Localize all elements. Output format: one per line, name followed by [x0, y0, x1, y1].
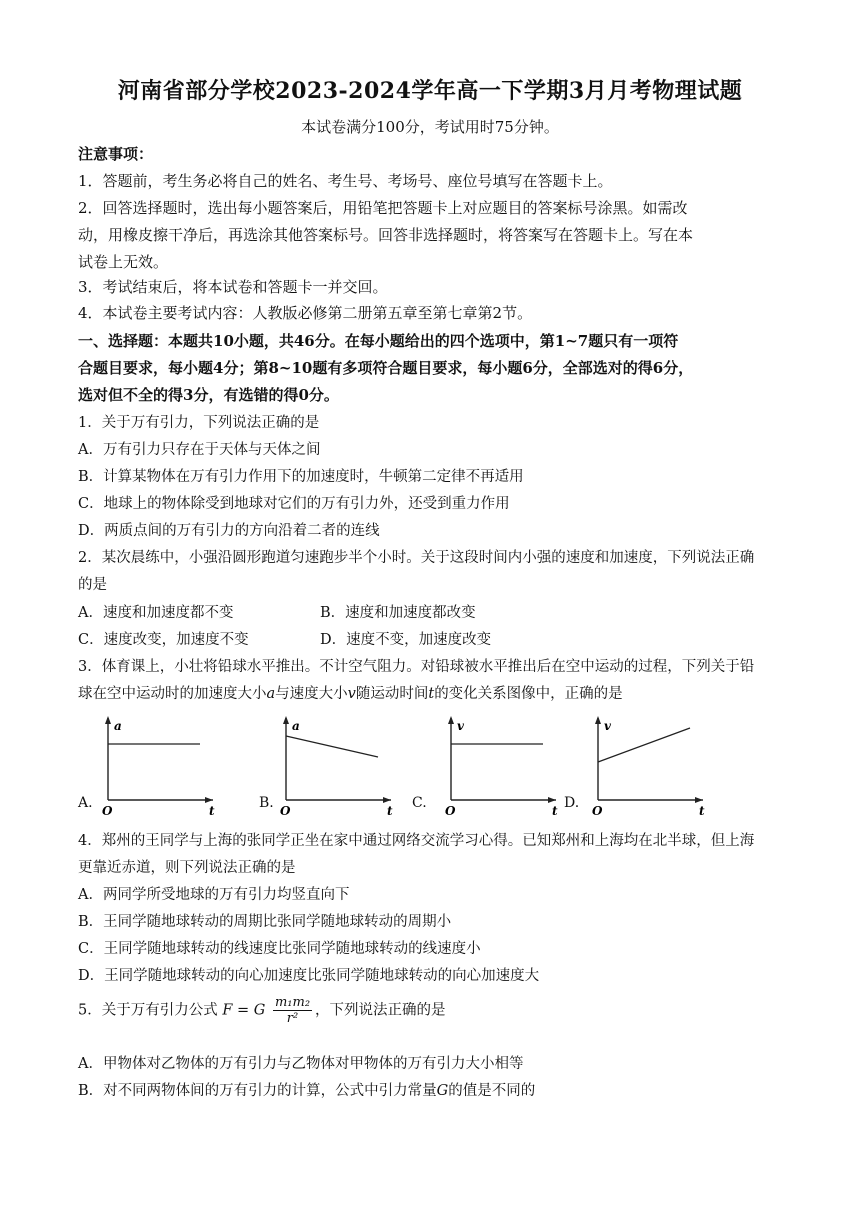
notice-item-2: 2．回答选择题时，选出每小题答案后，用铅笔把答题卡上对应题目的答案标号涂黑。如需改	[78, 199, 688, 217]
gravitation-formula-lhs: F = G	[222, 1002, 266, 1019]
q2-stem-cont: 的是	[78, 577, 107, 593]
q1-option-b: B．计算某物体在万有引力作用下的加速度时，牛顿第二定律不再适用	[78, 469, 524, 485]
page-title: 河南省部分学校2023-2024学年高一下学期3月月考物理试题	[117, 78, 743, 104]
q2-option-d: D．速度不变，加速度改变	[320, 632, 492, 648]
origin-label: O	[280, 804, 291, 818]
q3-graph-a	[100, 712, 220, 818]
q3-graph-b	[278, 712, 398, 818]
notice-item-2-end: 试卷上无效。	[78, 253, 169, 271]
q1-stem: 1．关于万有引力，下列说法正确的是	[78, 415, 320, 431]
y-axis-arrow-icon	[105, 716, 111, 724]
gravitation-formula-fraction: $\frac{\text{m₁m₂}}{\text{r²}}$	[274, 995, 311, 1026]
q4-option-a: A．两同学所受地球的万有引力均竖直向下	[78, 887, 350, 903]
q1-option-c: C．地球上的物体除受到地球对它们的万有引力外，还受到重力作用	[78, 496, 510, 512]
origin-label: O	[592, 804, 603, 818]
origin-label: O	[445, 804, 456, 818]
x-axis-arrow-icon	[383, 797, 391, 803]
q4-stem: 4．郑州的王同学与上海的张同学正坐在家中通过网络交流学习心得。已知郑州和上海均在北半球，但上海	[78, 833, 755, 849]
q4-option-b: B．王同学随地球转动的周期比张同学随地球转动的周期小	[78, 914, 452, 930]
q5-option-b: B．对不同两物体间的万有引力的计算，公式中引力常量G的值是不同的	[78, 1083, 536, 1099]
q4-option-d: D．王同学随地球转动的向心加速度比张同学随地球转动的向心加速度大	[78, 968, 540, 984]
origin-label: O	[102, 804, 113, 818]
y-axis-label: v	[604, 719, 611, 733]
q3-graph-d	[590, 712, 710, 818]
notice-item-2-cont: 动，用橡皮擦干净后，再选涂其他答案标号。回答非选择题时，将答案写在答题卡上。写在本	[78, 226, 694, 244]
q1-option-d: D．两质点间的万有引力的方向沿着二者的连线	[78, 523, 380, 539]
q3-option-a-label: A.	[78, 795, 93, 811]
graph-curve	[286, 736, 378, 757]
q2-option-b: B．速度和加速度都改变	[320, 605, 476, 621]
x-axis-label: t	[552, 804, 558, 818]
q3-option-b-label: B.	[259, 795, 274, 811]
q2-stem: 2．某次晨练中，小强沿圆形跑道匀速跑步半个小时。关于这段时间内小强的速度和加速度，下列说法正确	[78, 550, 755, 566]
q2-option-a: A．速度和加速度都不变	[78, 605, 234, 621]
q3-option-d-label: D.	[564, 795, 580, 811]
x-axis-arrow-icon	[205, 797, 213, 803]
y-axis-arrow-icon	[448, 716, 454, 724]
notice-item-1: 1．答题前，考生务必将自己的姓名、考生号、考场号、座位号填写在答题卡上。	[78, 172, 613, 190]
x-axis-label: t	[209, 804, 215, 818]
y-axis-label: a	[292, 719, 300, 733]
gravitational-constant-symbol: G	[436, 1083, 449, 1099]
time-symbol: t	[428, 686, 435, 702]
q3-graph-c	[443, 712, 563, 818]
section-heading-cont: 合题目要求，每小题4分；第8~10题有多项符合题目要求，每小题6分，全部选对的得6分，	[78, 359, 694, 377]
q3-option-c-label: C.	[412, 795, 427, 811]
q5-stem: 5．关于万有引力公式 F = G $\frac{\text{m₁m₂}}{\text{r²}}$ ，下列说法正确的是	[78, 995, 446, 1026]
y-axis-label: v	[457, 719, 464, 733]
velocity-symbol: v	[347, 686, 356, 702]
x-axis-label: t	[387, 804, 393, 818]
notice-item-4: 4．本试卷主要考试内容：人教版必修第二册第五章至第七章第2节。	[78, 304, 533, 322]
graph-curve	[598, 728, 690, 762]
section-heading: 一、选择题：本题共10小题，共46分。在每小题给出的四个选项中，第1~7题只有一项符	[78, 332, 679, 350]
section-heading-end: 选对但不全的得3分，有选错的得0分。	[78, 386, 339, 404]
q4-option-c: C．王同学随地球转动的线速度比张同学随地球转动的线速度小	[78, 941, 481, 957]
notice-item-3: 3．考试结束后，将本试卷和答题卡一并交回。	[78, 278, 388, 296]
x-axis-arrow-icon	[695, 797, 703, 803]
q4-stem-cont: 更靠近赤道，则下列说法正确的是	[78, 860, 296, 876]
q3-stem: 3．体育课上，小壮将铅球水平推出。不计空气阻力。对铅球被水平推出后在空中运动的过程，下列关于铅	[78, 659, 755, 675]
exam-subtitle: 本试卷满分100分，考试用时75分钟。	[301, 118, 559, 136]
x-axis-arrow-icon	[548, 797, 556, 803]
notice-heading: 注意事项：	[78, 145, 154, 163]
q1-option-a: A．万有引力只存在于天体与天体之间	[78, 442, 321, 458]
accel-symbol: a	[266, 686, 276, 702]
y-axis-arrow-icon	[283, 716, 289, 724]
q3-stem-cont: 球在空中运动时的加速度大小a与速度大小v随运动时间t的变化关系图像中，正确的是	[78, 686, 623, 702]
x-axis-label: t	[699, 804, 705, 818]
q2-option-c: C．速度改变，加速度不变	[78, 632, 249, 648]
y-axis-label: a	[114, 719, 122, 733]
q5-option-a: A．甲物体对乙物体的万有引力与乙物体对甲物体的万有引力大小相等	[78, 1056, 524, 1072]
y-axis-arrow-icon	[595, 716, 601, 724]
